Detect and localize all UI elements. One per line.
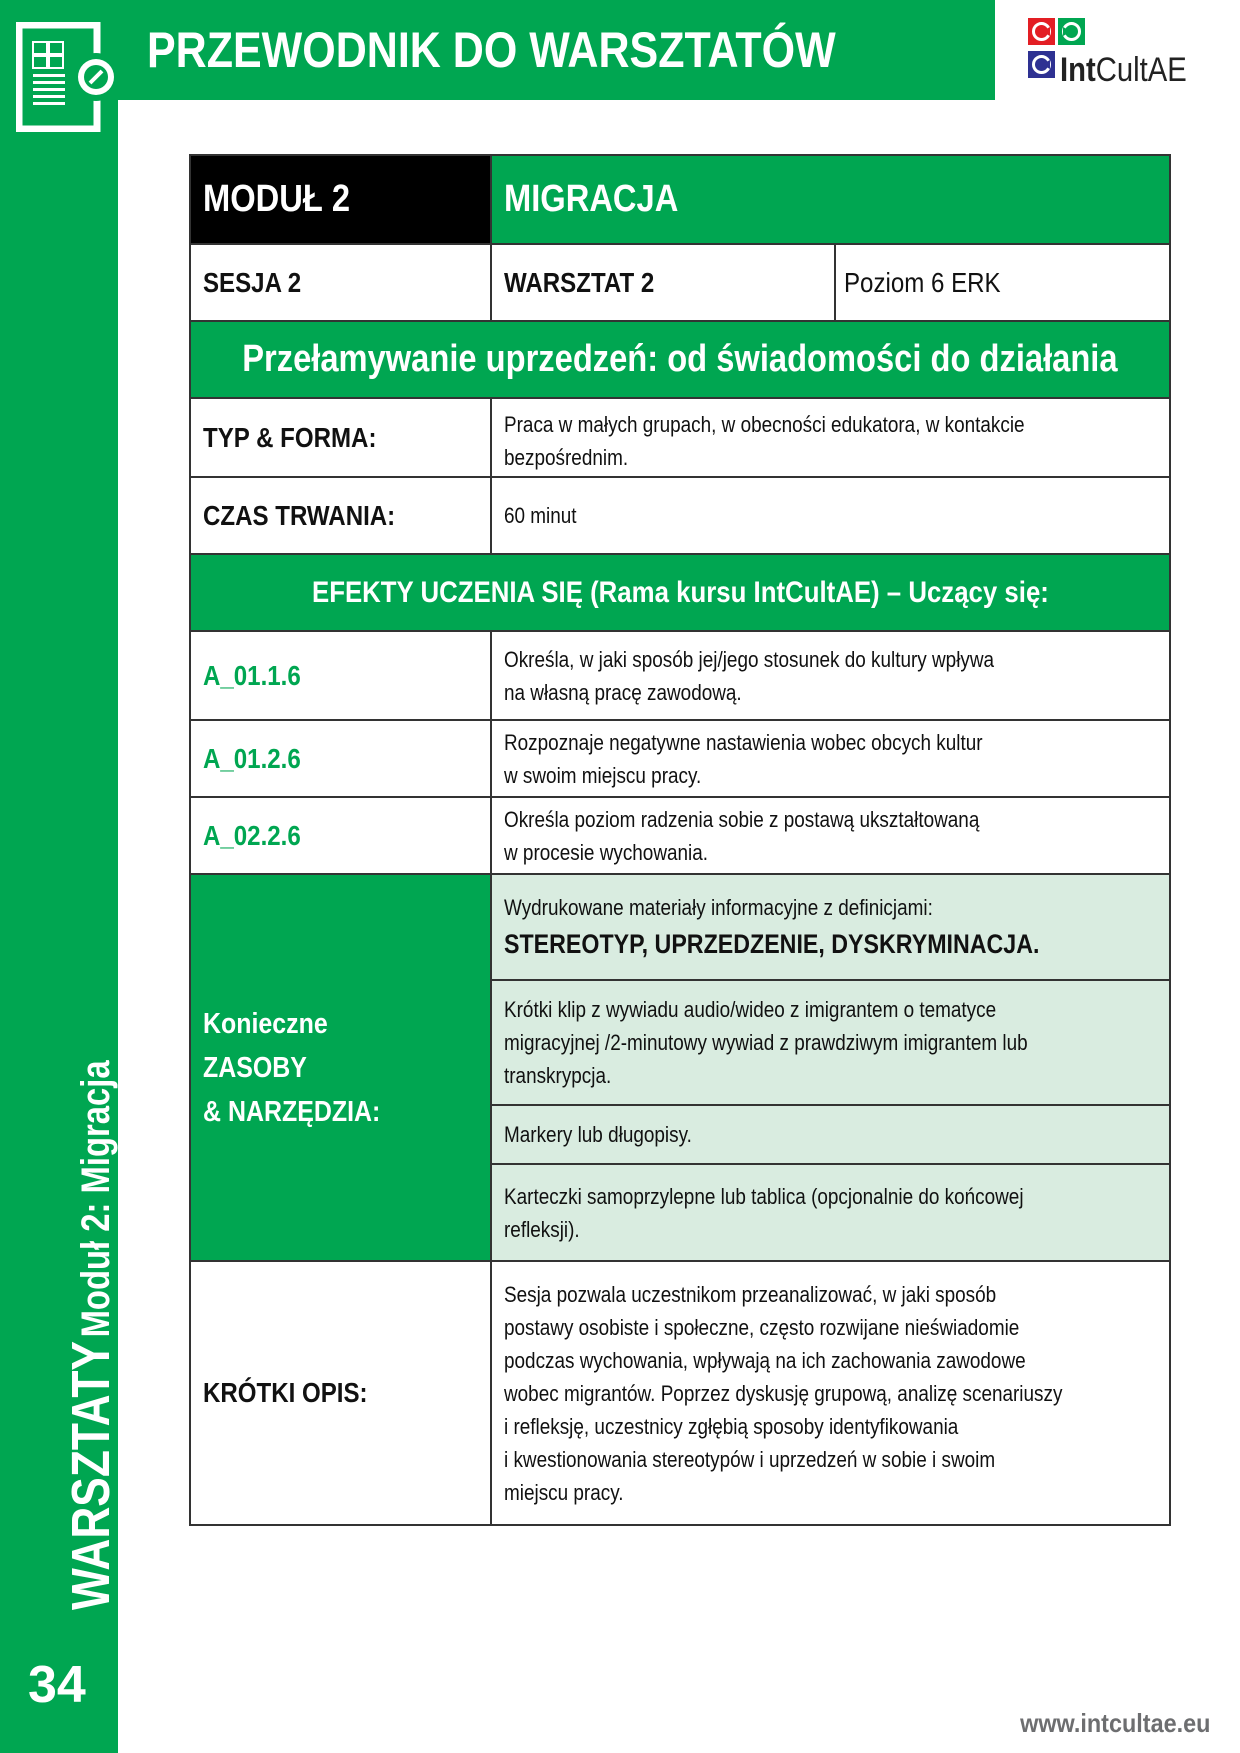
session-row [191, 245, 1169, 322]
logo-red-face-icon [1028, 18, 1055, 45]
workshop-title-row [191, 322, 1169, 399]
type-label: TYP & FORMA: [191, 399, 492, 476]
workshop-cell: WARSZTAT 2 [492, 245, 836, 320]
outcome-text: Określa poziom radzenia sobie z postawą ukształtowaną w procesie wychowania. [504, 806, 980, 865]
intcultae-logo [1028, 18, 1228, 88]
type-row [191, 399, 1169, 478]
outcome-code: A_02.2.6 [191, 798, 492, 873]
level-cell: Poziom 6 ERK [844, 266, 1001, 298]
outcome-row [191, 798, 1169, 875]
type-value: Praca w małych grupach, w obecności edukatora, w kontakcie bezpośrednim. [504, 411, 1025, 470]
resource-item: Wydrukowane materiały informacyjne z definicjami: STEREOTYP, UPRZEDZENIE, DYSKRYMINACJA. [492, 875, 1169, 981]
resource-item: Markery lub długopisy. [492, 1106, 1169, 1165]
logo-blue-face-icon [1028, 51, 1055, 78]
resources-row [191, 875, 1169, 1262]
outcome-row [191, 632, 1169, 721]
outcome-code: A_01.2.6 [191, 721, 492, 796]
section-vertical-label [60, 940, 122, 1610]
outcomes-header-row [191, 555, 1169, 632]
brand-wordmark: IntCultAE [1060, 51, 1187, 89]
outcome-text: Rozpoznaje negatywne nastawienia wobec obcych kultur w swoim miejscu pracy. [504, 729, 983, 788]
outcome-code: A_01.1.6 [191, 632, 492, 719]
session-cell: SESJA 2 [191, 245, 492, 320]
section-label-small: Moduł 2: Migracja [74, 1060, 118, 1338]
resources-label: Konieczne ZASOBY & NARZĘDZIA: [191, 875, 492, 1260]
module-name-cell: MIGRACJA [492, 156, 1169, 243]
module-row [191, 156, 1169, 245]
outcome-row [191, 721, 1169, 798]
page-number: 34 [28, 1656, 86, 1714]
duration-row [191, 478, 1169, 555]
module-label-cell: MODUŁ 2 [191, 156, 492, 243]
resource-item: Krótki klip z wywiadu audio/wideo z imigrantem o tematyce migracyjnej /2-minutowy wywiad z prawdziwym imigrantem lub transkrypcja. [492, 981, 1169, 1106]
outcomes-header: EFEKTY UCZENIA SIĘ (Rama kursu IntCultAE) – Uczący się: [311, 575, 1049, 609]
page-title: PRZEWODNIK DO WARSZTATÓW [147, 22, 836, 78]
description-label: KRÓTKI OPIS: [191, 1262, 492, 1524]
logo-green-face-icon [1058, 18, 1085, 45]
section-label-big: WARSZTATY [61, 1341, 121, 1610]
duration-label: CZAS TRWANIA: [191, 478, 492, 553]
footer-website-link[interactable]: www.intcultae.eu [1019, 1708, 1210, 1738]
resources-list [492, 875, 1169, 1260]
outcome-text: Określa, w jaki sposób jej/jego stosunek do kultury wpływa na własną pracę zawodową. [504, 646, 995, 705]
description-text: Sesja pozwala uczestnikom przeanalizować, w jaki sposób postawy osobiste i społeczne, często rozwijane nieświadomie podczas wychowania, wpływają na ich zachowania zawodowe wobec migrantów. Poprzez dyskusję grupową, analizę scenariuszy i refleksję, uczestnicy zgłębią sposoby identyfikowania i kwestionowania stereotypów i uprzedzeń w sobie i swoim miejscu pracy. [504, 1281, 1063, 1505]
workshop-table [189, 154, 1171, 1526]
resource-item: Karteczki samoprzylepne lub tablica (opcjonalnie do końcowej refleksji). [492, 1165, 1169, 1260]
document-gear-icon [16, 22, 122, 132]
workshop-title: Przełamywanie uprzedzeń: od świadomości do działania [242, 338, 1118, 380]
duration-value: 60 minut [504, 503, 577, 528]
description-row [191, 1262, 1169, 1524]
